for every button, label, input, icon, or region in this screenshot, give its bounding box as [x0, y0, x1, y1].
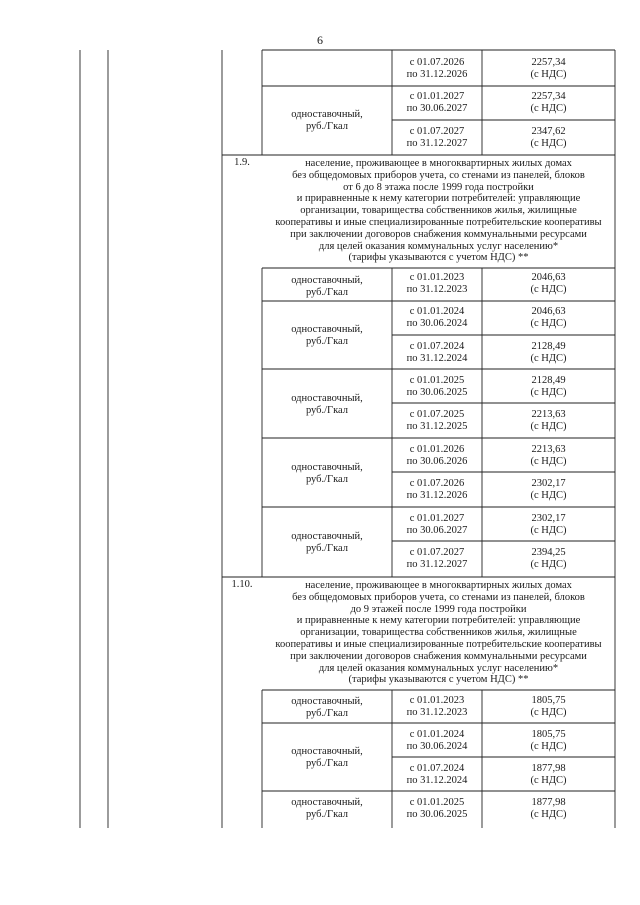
vat-note: (с НДС): [530, 318, 567, 329]
unit-cell: одноставочный, руб./Гкал: [291, 797, 363, 820]
vat-note: (с НДС): [530, 103, 567, 114]
period-cell: с 01.01.2023 по 31.12.2023: [406, 695, 468, 718]
vat-note: (с НДС): [530, 559, 567, 570]
period-cell: с 01.07.2027 по 31.12.2027: [406, 547, 468, 570]
unit-cell: одноставочный, руб./Гкал: [291, 324, 363, 347]
tariff-value: 1877,98: [531, 797, 566, 808]
unit-cell: одноставочный, руб./Гкал: [291, 275, 363, 298]
vat-note: (с НДС): [530, 809, 567, 820]
section-number: 1.9.: [234, 157, 250, 168]
period-cell: с 01.01.2027 по 30.06.2027: [406, 91, 468, 114]
unit-cell: одноставочный, руб./Гкал: [291, 462, 363, 485]
vat-note: (с НДС): [530, 707, 567, 718]
vat-note: (с НДС): [530, 525, 567, 536]
tariff-value: 2257,34: [531, 57, 566, 68]
period-cell: с 01.01.2027 по 30.06.2027: [406, 513, 468, 536]
tariff-value: 2128,49: [531, 375, 566, 386]
tariff-value: 2257,34: [531, 91, 566, 102]
tariff-value: 2046,63: [531, 272, 566, 283]
tariff-value: 2213,63: [531, 409, 566, 420]
vat-note: (с НДС): [530, 490, 567, 501]
vat-note: (с НДС): [530, 353, 567, 364]
tariff-value: 2213,63: [531, 444, 566, 455]
vat-note: (с НДС): [530, 284, 567, 295]
period-cell: с 01.01.2024 по 30.06.2024: [406, 306, 468, 329]
vat-note: (с НДС): [530, 456, 567, 467]
period-cell: с 01.07.2024 по 31.12.2024: [406, 763, 468, 786]
period-cell: с 01.01.2025 по 30.06.2025: [406, 375, 468, 398]
unit-cell: одноставочный, руб./Гкал: [291, 696, 363, 719]
vat-note: (с НДС): [530, 421, 567, 432]
tariff-value: 2046,63: [531, 306, 566, 317]
period-cell: с 01.07.2024 по 31.12.2024: [406, 341, 468, 364]
vat-note: (с НДС): [530, 741, 567, 752]
tariff-value: 1805,75: [531, 729, 566, 740]
period-cell: с 01.07.2025 по 31.12.2025: [406, 409, 468, 432]
tariff-value: 2347,62: [531, 126, 566, 137]
tariff-value: 2302,17: [531, 513, 566, 524]
period-cell: с 01.01.2025 по 30.06.2025: [406, 797, 468, 820]
period-cell: с 01.07.2026 по 31.12.2026: [406, 57, 468, 80]
page-number: 6: [317, 33, 323, 47]
unit-cell: одноставочный, руб./Гкал: [291, 531, 363, 554]
period-cell: с 01.01.2024 по 30.06.2024: [406, 729, 468, 752]
period-cell: с 01.07.2026 по 31.12.2026: [406, 478, 468, 501]
period-cell: с 01.01.2023 по 31.12.2023: [406, 272, 468, 295]
unit-cell: одноставочный, руб./Гкал: [291, 393, 363, 416]
period-cell: с 01.07.2027 по 31.12.2027: [406, 126, 468, 149]
vat-note: (с НДС): [530, 69, 567, 80]
unit-cell: одноставочный, руб./Гкал: [291, 746, 363, 769]
section-heading: население, проживающее в многоквартирных жилых домах без общедомовых приборов учета, со стенами из панелей, блоков до 9 этажей после 1999 года постройки и приравненные к нему категории потребителей: управляющие организации, товарищества собственников жилья, жилищные кооперативы и иные специализированные потребительские кооперативы при заключении договоров снабжения коммунальными ресурсами для целей оказания коммунальных услуг населению* (тарифы указываются с учетом НДС) **: [275, 580, 602, 686]
tariff-value: 2128,49: [531, 341, 566, 352]
vat-note: (с НДС): [530, 138, 567, 149]
vat-note: (с НДС): [530, 775, 567, 786]
tariff-value: 2302,17: [531, 478, 566, 489]
tariff-value: 1877,98: [531, 763, 566, 774]
tariff-value: 2394,25: [531, 547, 566, 558]
vat-note: (с НДС): [530, 387, 567, 398]
section-heading: население, проживающее в многоквартирных жилых домах без общедомовых приборов учета, со стенами из панелей, блоков от 6 до 8 этажа после 1999 года постройки и приравненные к нему категории потребителей: управляющие организации, товарищества собственников жилья, жилищные кооперативы и иные специализированные потребительские кооперативы при заключении договоров снабжения коммунальными ресурсами для целей оказания коммунальных услуг населению* (тарифы указываются с учетом НДС) **: [275, 158, 602, 264]
unit-cell: одноставочный, руб./Гкал: [291, 109, 363, 132]
period-cell: с 01.01.2026 по 30.06.2026: [406, 444, 468, 467]
tariff-value: 1805,75: [531, 695, 566, 706]
section-number: 1.10.: [231, 579, 253, 590]
